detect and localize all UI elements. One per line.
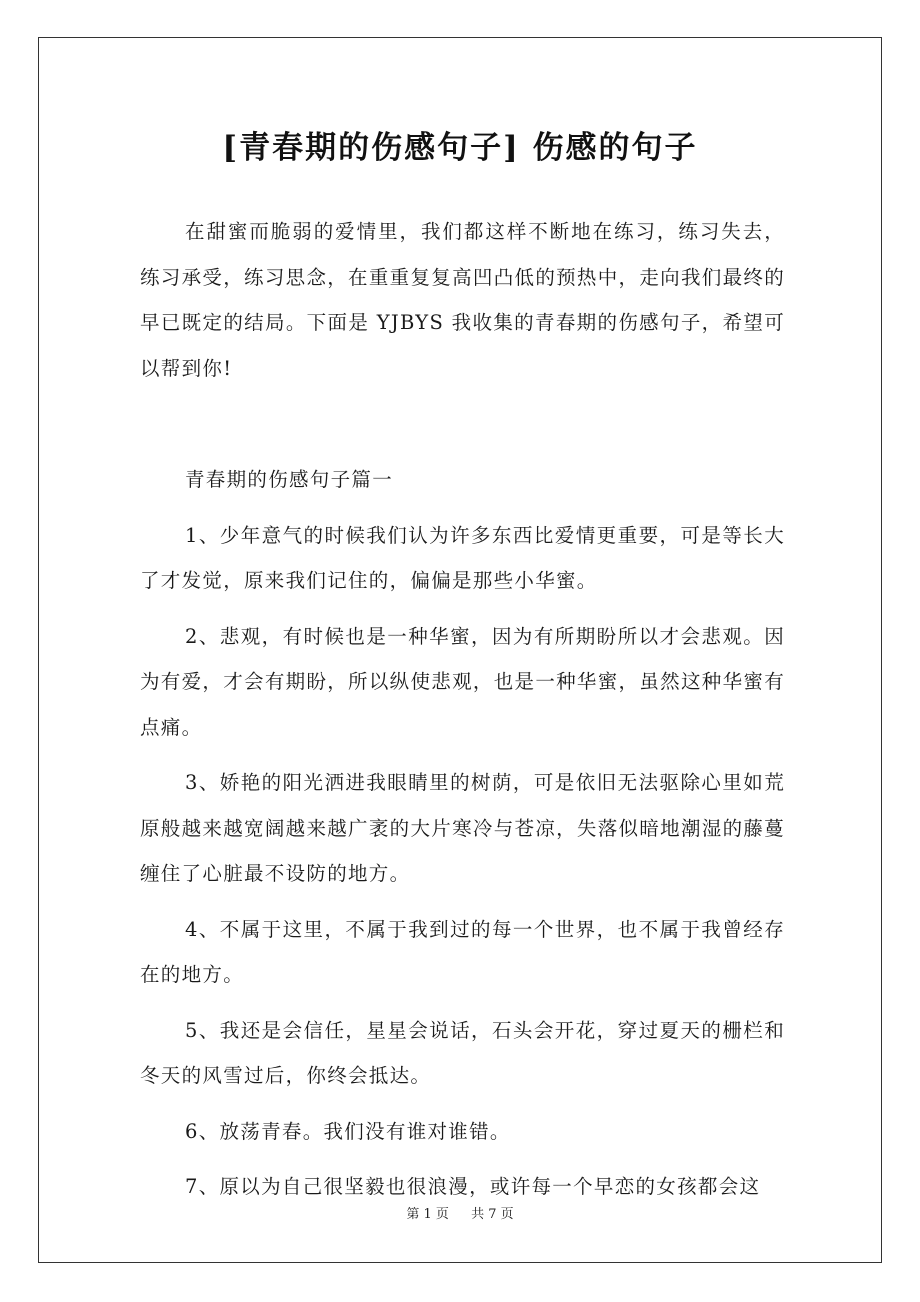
intro-paragraph: 在甜蜜而脆弱的爱情里，我们都这样不断地在练习，练习失去，练习承受，练习思念，在重重复复高凹凸低的预热中，走向我们最终的早已既定的结局。下面是 YJBYS 我收集的青春期的伤感句子，希望可以帮到你! (140, 220, 785, 380)
list-item: 6、放荡青春。我们没有谁对谁错。 (185, 1119, 511, 1143)
page-footer (0, 1206, 920, 1224)
document-body (140, 209, 785, 1220)
list-item: 4、不属于这里，不属于我到过的每一个世界，也不属于我曾经存在的地方。 (140, 917, 785, 986)
list-item: 2、悲观，有时候也是一种华蜜，因为有所期盼所以才会悲观。因为有爱，才会有期盼，所以纵使悲观，也是一种华蜜，虽然这种华蜜有点痛。 (140, 624, 785, 739)
page-number: 第 1 页 (406, 1207, 449, 1222)
section-heading: 青春期的伤感句子篇一 (185, 468, 394, 491)
document-title: [青春期的伤感句子] 伤感的句子 (222, 130, 698, 166)
list-item: 1、少年意气的时候我们认为许多东西比爱情更重要，可是等长大了才发觉，原来我们记住的，偏偏是那些小华蜜。 (140, 523, 785, 592)
page-total: 共 7 页 (471, 1207, 514, 1222)
list-item: 5、我还是会信任，星星会说话，石头会开花，穿过夏天的栅栏和冬天的风雪过后，你终会抵达。 (140, 1018, 785, 1087)
list-item: 3、娇艳的阳光洒进我眼睛里的树荫，可是依旧无法驱除心里如荒原般越来越宽阔越来越广袤的大片寒冷与苍凉，失落似暗地潮湿的藤蔓缠住了心脏最不设防的地方。 (140, 771, 785, 885)
list-item: 7、原以为自己很坚毅也很浪漫，或许每一个早恋的女孩都会这 (185, 1175, 761, 1198)
